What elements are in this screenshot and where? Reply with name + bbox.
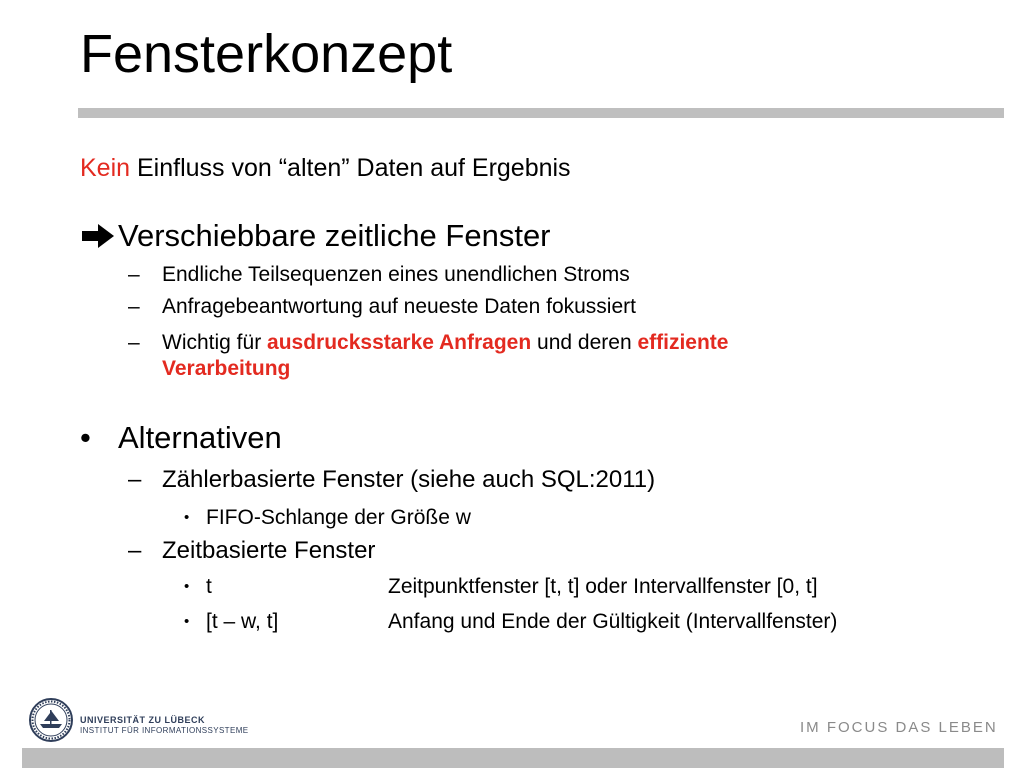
list-item-text: Zählerbasierte Fenster (siehe auch SQL:2011) xyxy=(162,466,656,493)
list-item-text: Zeitbasierte Fenster xyxy=(162,537,376,564)
title-divider xyxy=(78,108,1004,118)
arrow-heading-line xyxy=(80,218,551,254)
dash-marker: – xyxy=(128,295,140,318)
list-item-text xyxy=(162,331,728,355)
university-seal-logo xyxy=(28,697,74,743)
bullet-marker: • xyxy=(80,420,91,455)
kein-text: Einfluss von “alten” Daten auf Ergebnis xyxy=(130,154,571,182)
footer-bar xyxy=(22,748,1004,768)
arrow-heading-text: Verschiebbare zeitliche Fenster xyxy=(118,218,551,253)
dash-marker: – xyxy=(128,263,140,286)
footer-slogan: IM FOCUS DAS LEBEN xyxy=(800,719,998,736)
bullet-marker: • xyxy=(184,613,190,630)
highlight-effiziente: effiziente xyxy=(637,331,729,354)
list-item-text: Anfragebeantwortung auf neueste Daten fokussiert xyxy=(162,295,636,318)
bullet-marker: • xyxy=(184,578,190,595)
bullet-marker: • xyxy=(184,509,190,526)
definition-desc: Zeitpunktfenster [t, t] oder Intervallfenster [0, t] xyxy=(388,575,818,598)
institute-name: INSTITUT FÜR INFORMATIONSSYSTEME xyxy=(80,726,249,735)
list-item-text: FIFO-Schlange der Größe w xyxy=(206,506,471,529)
slide-title: Fensterkonzept xyxy=(80,24,453,84)
definition-term: t xyxy=(206,575,212,598)
definition-term: [t – w, t] xyxy=(206,610,279,633)
kein-keyword: Kein xyxy=(80,154,131,182)
kein-line xyxy=(80,154,571,183)
highlight-verarbeitung: Verarbeitung xyxy=(162,357,291,380)
dash-marker: – xyxy=(128,466,142,493)
highlight-ausdrucksstarke: ausdrucksstarke Anfragen xyxy=(267,331,532,354)
list-item-continuation xyxy=(162,357,290,381)
bullet-text: Alternativen xyxy=(118,420,282,455)
sub3-middle: und deren xyxy=(531,331,638,354)
dash-marker: – xyxy=(128,537,142,564)
arrow-right-icon xyxy=(80,223,116,249)
list-item-text: Endliche Teilsequenzen eines unendlichen Stroms xyxy=(162,263,630,286)
definition-desc: Anfang und Ende der Gültigkeit (Intervallfenster) xyxy=(388,610,838,633)
sub3-prefix: Wichtig für xyxy=(162,331,268,354)
dash-marker: – xyxy=(128,331,140,354)
university-name: UNIVERSITÄT ZU LÜBECK xyxy=(80,715,205,725)
